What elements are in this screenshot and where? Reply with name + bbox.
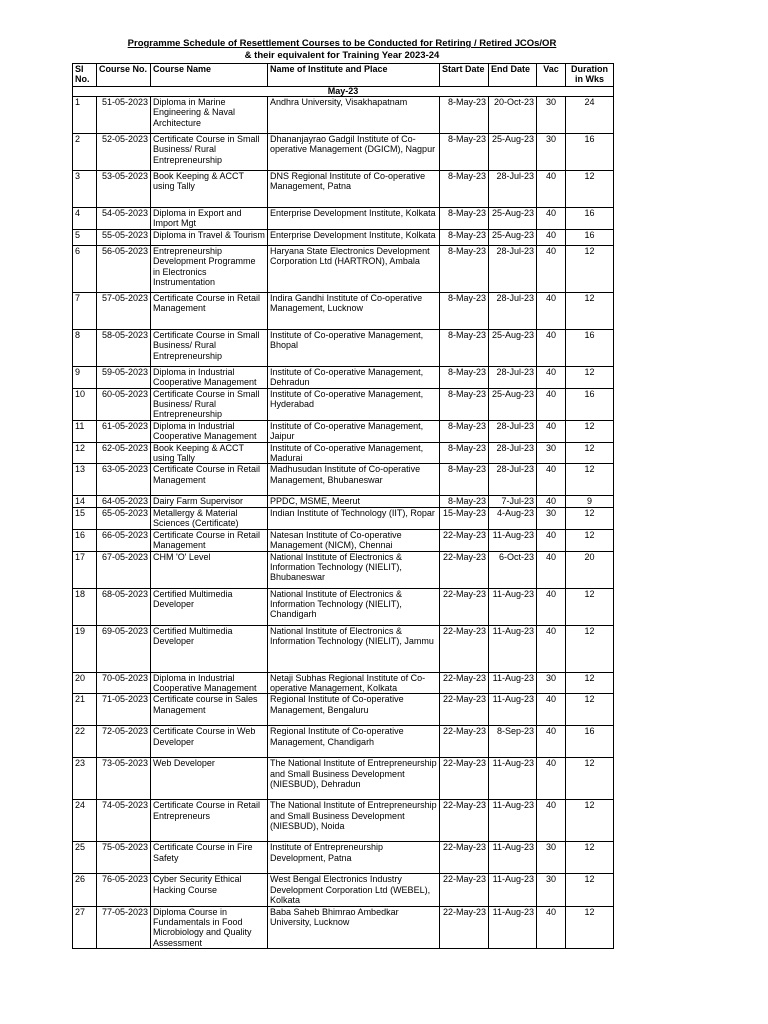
header-duration: Duration in Wks xyxy=(566,64,614,87)
table-row xyxy=(73,726,614,758)
course-no-cell: 71-05-2023 xyxy=(97,694,151,726)
duration-cell: 12 xyxy=(566,800,614,842)
vac-cell: 40 xyxy=(537,758,566,800)
course-no-cell: 53-05-2023 xyxy=(97,171,151,208)
start-date-cell: 8-May-23 xyxy=(440,420,489,442)
course-name-cell: Certificate Course in Retail Entrepreneurs xyxy=(151,800,268,842)
vac-cell: 40 xyxy=(537,366,566,388)
start-date-cell: 8-May-23 xyxy=(440,388,489,420)
institute-cell: DNS Regional Institute of Co-operative Management, Patna xyxy=(268,171,440,208)
duration-cell: 12 xyxy=(566,171,614,208)
institute-cell: Baba Saheb Bhimrao Ambedkar University, Lucknow xyxy=(268,906,440,949)
institute-cell: The National Institute of Entrepreneurship and Small Business Development (NIESBUD), Noida xyxy=(268,800,440,842)
sl-cell: 6 xyxy=(73,245,97,292)
end-date-cell: 11-Aug-23 xyxy=(489,694,537,726)
start-date-cell: 22-May-23 xyxy=(440,906,489,949)
end-date-cell: 4-Aug-23 xyxy=(489,507,537,529)
duration-cell: 12 xyxy=(566,672,614,694)
title-line-1: Programme Schedule of Resettlement Courses to be Conducted for Retiring / Retired JCOs/OR xyxy=(127,38,557,49)
course-name-cell: Book Keeping & ACCT using Tally xyxy=(151,442,268,464)
end-date-cell: 11-Aug-23 xyxy=(489,588,537,625)
course-no-cell: 66-05-2023 xyxy=(97,529,151,551)
table-row xyxy=(73,245,614,292)
end-date-cell: 28-Jul-23 xyxy=(489,245,537,292)
start-date-cell: 8-May-23 xyxy=(440,134,489,171)
table-row xyxy=(73,464,614,496)
table-row xyxy=(73,842,614,874)
duration-cell: 9 xyxy=(566,496,614,507)
start-date-cell: 8-May-23 xyxy=(440,366,489,388)
start-date-cell: 22-May-23 xyxy=(440,758,489,800)
start-date-cell: 22-May-23 xyxy=(440,625,489,672)
end-date-cell: 11-Aug-23 xyxy=(489,800,537,842)
end-date-cell: 11-Aug-23 xyxy=(489,906,537,949)
duration-cell: 16 xyxy=(566,134,614,171)
end-date-cell: 11-Aug-23 xyxy=(489,672,537,694)
table-row xyxy=(73,625,614,672)
institute-cell: Indira Gandhi Institute of Co-operative Management, Lucknow xyxy=(268,292,440,329)
course-no-cell: 76-05-2023 xyxy=(97,874,151,906)
vac-cell: 40 xyxy=(537,171,566,208)
institute-cell: Regional Institute of Co-operative Management, Bengaluru xyxy=(268,694,440,726)
course-no-cell: 55-05-2023 xyxy=(97,229,151,245)
course-no-cell: 70-05-2023 xyxy=(97,672,151,694)
vac-cell: 40 xyxy=(537,551,566,588)
start-date-cell: 8-May-23 xyxy=(440,97,489,134)
duration-cell: 12 xyxy=(566,842,614,874)
course-name-cell: Diploma in Industrial Cooperative Management xyxy=(151,672,268,694)
duration-cell: 16 xyxy=(566,726,614,758)
course-name-cell: Metallergy & Material Sciences (Certificate) xyxy=(151,507,268,529)
course-name-cell: Certificate course in Sales Management xyxy=(151,694,268,726)
institute-cell: Regional Institute of Co-operative Management, Chandigarh xyxy=(268,726,440,758)
end-date-cell: 11-Aug-23 xyxy=(489,529,537,551)
institute-cell: National Institute of Electronics & Information Technology (NIELIT), Jammu xyxy=(268,625,440,672)
duration-cell: 12 xyxy=(566,694,614,726)
course-no-cell: 56-05-2023 xyxy=(97,245,151,292)
vac-cell: 30 xyxy=(537,874,566,906)
institute-cell: Institute of Entrepreneurship Development, Patna xyxy=(268,842,440,874)
schedule-table xyxy=(72,63,614,949)
institute-cell: West Bengal Electronics Industry Development Corporation Ltd (WEBEL), Kolkata xyxy=(268,874,440,906)
end-date-cell: 11-Aug-23 xyxy=(489,758,537,800)
course-no-cell: 77-05-2023 xyxy=(97,906,151,949)
duration-cell: 12 xyxy=(566,366,614,388)
vac-cell: 40 xyxy=(537,229,566,245)
header-institute: Name of Institute and Place xyxy=(268,64,440,87)
end-date-cell: 11-Aug-23 xyxy=(489,842,537,874)
sl-cell: 11 xyxy=(73,420,97,442)
institute-cell: Institute of Co-operative Management, Jaipur xyxy=(268,420,440,442)
institute-cell: Institute of Co-operative Management, Dehradun xyxy=(268,366,440,388)
institute-cell: Netaji Subhas Regional Institute of Co-operative Management, Kolkata xyxy=(268,672,440,694)
course-name-cell: Web Developer xyxy=(151,758,268,800)
end-date-cell: 8-Sep-23 xyxy=(489,726,537,758)
vac-cell: 40 xyxy=(537,906,566,949)
institute-cell: Indian Institute of Technology (IIT), Ropar xyxy=(268,507,440,529)
course-no-cell: 64-05-2023 xyxy=(97,496,151,507)
vac-cell: 40 xyxy=(537,388,566,420)
sl-cell: 9 xyxy=(73,366,97,388)
end-date-cell: 25-Aug-23 xyxy=(489,388,537,420)
duration-cell: 16 xyxy=(566,329,614,366)
course-no-cell: 72-05-2023 xyxy=(97,726,151,758)
duration-cell: 12 xyxy=(566,758,614,800)
vac-cell: 30 xyxy=(537,507,566,529)
course-name-cell: Certificate Course in Small Business/ Rural Entrepreneurship xyxy=(151,134,268,171)
course-no-cell: 54-05-2023 xyxy=(97,208,151,230)
sl-cell: 12 xyxy=(73,442,97,464)
duration-cell: 20 xyxy=(566,551,614,588)
institute-cell: Andhra University, Visakhapatnam xyxy=(268,97,440,134)
course-no-cell: 74-05-2023 xyxy=(97,800,151,842)
start-date-cell: 22-May-23 xyxy=(440,529,489,551)
course-no-cell: 68-05-2023 xyxy=(97,588,151,625)
course-name-cell: Diploma in Marine Engineering & Naval Architecture xyxy=(151,97,268,134)
start-date-cell: 22-May-23 xyxy=(440,726,489,758)
header-row xyxy=(73,64,614,87)
course-no-cell: 60-05-2023 xyxy=(97,388,151,420)
table-row xyxy=(73,874,614,906)
table-row xyxy=(73,208,614,230)
table-row xyxy=(73,906,614,949)
end-date-cell: 6-Oct-23 xyxy=(489,551,537,588)
duration-cell: 12 xyxy=(566,245,614,292)
sl-cell: 27 xyxy=(73,906,97,949)
end-date-cell: 28-Jul-23 xyxy=(489,420,537,442)
sl-cell: 23 xyxy=(73,758,97,800)
start-date-cell: 8-May-23 xyxy=(440,208,489,230)
institute-cell: PPDC, MSME, Meerut xyxy=(268,496,440,507)
start-date-cell: 8-May-23 xyxy=(440,496,489,507)
duration-cell: 12 xyxy=(566,874,614,906)
sl-cell: 4 xyxy=(73,208,97,230)
sl-cell: 22 xyxy=(73,726,97,758)
duration-cell: 16 xyxy=(566,208,614,230)
duration-cell: 24 xyxy=(566,97,614,134)
vac-cell: 40 xyxy=(537,496,566,507)
start-date-cell: 8-May-23 xyxy=(440,229,489,245)
sl-cell: 26 xyxy=(73,874,97,906)
end-date-cell: 28-Jul-23 xyxy=(489,366,537,388)
duration-cell: 12 xyxy=(566,292,614,329)
end-date-cell: 7-Jul-23 xyxy=(489,496,537,507)
institute-cell: Enterprise Development Institute, Kolkata xyxy=(268,208,440,230)
sl-cell: 7 xyxy=(73,292,97,329)
duration-cell: 16 xyxy=(566,229,614,245)
course-name-cell: Diploma in Industrial Cooperative Management xyxy=(151,366,268,388)
header-course-no: Course No. xyxy=(97,64,151,87)
course-name-cell: Entrepreneurship Development Programme in Electronics Instrumentation xyxy=(151,245,268,292)
sl-cell: 20 xyxy=(73,672,97,694)
course-name-cell: Certificate Course in Retail Management xyxy=(151,292,268,329)
start-date-cell: 22-May-23 xyxy=(440,842,489,874)
sl-cell: 1 xyxy=(73,97,97,134)
course-name-cell: Certificate Course in Retail Management xyxy=(151,464,268,496)
table-row xyxy=(73,529,614,551)
duration-cell: 12 xyxy=(566,529,614,551)
start-date-cell: 15-May-23 xyxy=(440,507,489,529)
sl-cell: 17 xyxy=(73,551,97,588)
course-no-cell: 51-05-2023 xyxy=(97,97,151,134)
vac-cell: 30 xyxy=(537,842,566,874)
vac-cell: 40 xyxy=(537,625,566,672)
sl-cell: 16 xyxy=(73,529,97,551)
end-date-cell: 28-Jul-23 xyxy=(489,442,537,464)
table-row xyxy=(73,588,614,625)
table-row xyxy=(73,134,614,171)
course-name-cell: Diploma in Export and Import Mgt xyxy=(151,208,268,230)
course-name-cell: Book Keeping & ACCT using Tally xyxy=(151,171,268,208)
course-no-cell: 69-05-2023 xyxy=(97,625,151,672)
table-row xyxy=(73,672,614,694)
start-date-cell: 22-May-23 xyxy=(440,588,489,625)
start-date-cell: 22-May-23 xyxy=(440,800,489,842)
header-vac: Vac xyxy=(537,64,566,87)
duration-cell: 12 xyxy=(566,588,614,625)
institute-cell: Institute of Co-operative Management, Bhopal xyxy=(268,329,440,366)
course-no-cell: 61-05-2023 xyxy=(97,420,151,442)
end-date-cell: 25-Aug-23 xyxy=(489,134,537,171)
institute-cell: Enterprise Development Institute, Kolkata xyxy=(268,229,440,245)
start-date-cell: 8-May-23 xyxy=(440,464,489,496)
end-date-cell: 25-Aug-23 xyxy=(489,208,537,230)
sl-cell: 10 xyxy=(73,388,97,420)
table-row xyxy=(73,97,614,134)
institute-cell: Natesan Institute of Co-operative Management (NICM), Chennai xyxy=(268,529,440,551)
course-no-cell: 59-05-2023 xyxy=(97,366,151,388)
vac-cell: 40 xyxy=(537,726,566,758)
header-sl: SI No. xyxy=(73,64,97,87)
duration-cell: 12 xyxy=(566,420,614,442)
course-name-cell: Certificate Course in Web Developer xyxy=(151,726,268,758)
vac-cell: 40 xyxy=(537,245,566,292)
course-name-cell: Diploma Course in Fundamentals in Food Microbiology and Quality Assessment xyxy=(151,906,268,949)
course-no-cell: 67-05-2023 xyxy=(97,551,151,588)
end-date-cell: 25-Aug-23 xyxy=(489,229,537,245)
end-date-cell: 25-Aug-23 xyxy=(489,329,537,366)
vac-cell: 40 xyxy=(537,529,566,551)
sl-cell: 18 xyxy=(73,588,97,625)
course-name-cell: Diploma in Travel & Tourism xyxy=(151,229,268,245)
end-date-cell: 20-Oct-23 xyxy=(489,97,537,134)
header-start-date: Start Date xyxy=(440,64,489,87)
course-no-cell: 75-05-2023 xyxy=(97,842,151,874)
course-no-cell: 65-05-2023 xyxy=(97,507,151,529)
start-date-cell: 22-May-23 xyxy=(440,551,489,588)
course-name-cell: Certificate Course in Retail Management xyxy=(151,529,268,551)
sl-cell: 21 xyxy=(73,694,97,726)
start-date-cell: 22-May-23 xyxy=(440,672,489,694)
course-name-cell: Certificate Course in Small Business/ Rural Entrepreneurship xyxy=(151,388,268,420)
vac-cell: 40 xyxy=(537,292,566,329)
table-row xyxy=(73,229,614,245)
sl-cell: 19 xyxy=(73,625,97,672)
end-date-cell: 11-Aug-23 xyxy=(489,874,537,906)
course-no-cell: 62-05-2023 xyxy=(97,442,151,464)
header-end-date: End Date xyxy=(489,64,537,87)
sl-cell: 13 xyxy=(73,464,97,496)
institute-cell: National Institute of Electronics & Information Technology (NIELIT), Bhubaneswar xyxy=(268,551,440,588)
start-date-cell: 8-May-23 xyxy=(440,442,489,464)
sl-cell: 14 xyxy=(73,496,97,507)
vac-cell: 40 xyxy=(537,329,566,366)
course-name-cell: Cyber Security Ethical Hacking Course xyxy=(151,874,268,906)
start-date-cell: 8-May-23 xyxy=(440,329,489,366)
table-row xyxy=(73,551,614,588)
sl-cell: 3 xyxy=(73,171,97,208)
vac-cell: 30 xyxy=(537,442,566,464)
sl-cell: 24 xyxy=(73,800,97,842)
duration-cell: 12 xyxy=(566,507,614,529)
vac-cell: 40 xyxy=(537,208,566,230)
duration-cell: 12 xyxy=(566,442,614,464)
sl-cell: 8 xyxy=(73,329,97,366)
course-no-cell: 73-05-2023 xyxy=(97,758,151,800)
end-date-cell: 28-Jul-23 xyxy=(489,292,537,329)
month-label: May-23 xyxy=(73,87,614,97)
course-no-cell: 63-05-2023 xyxy=(97,464,151,496)
table-row xyxy=(73,694,614,726)
table-row xyxy=(73,442,614,464)
institute-cell: Institute of Co-operative Management, Madurai xyxy=(268,442,440,464)
course-name-cell: Dairy Farm Supervisor xyxy=(151,496,268,507)
vac-cell: 40 xyxy=(537,694,566,726)
institute-cell: Dhananjayrao Gadgil Institute of Co-operative Management (DGICM), Nagpur xyxy=(268,134,440,171)
table-row xyxy=(73,496,614,507)
vac-cell: 40 xyxy=(537,420,566,442)
vac-cell: 40 xyxy=(537,588,566,625)
end-date-cell: 28-Jul-23 xyxy=(489,464,537,496)
institute-cell: The National Institute of Entrepreneurship and Small Business Development (NIESBUD), Dehradun xyxy=(268,758,440,800)
document-title xyxy=(72,38,612,61)
course-name-cell: CHM 'O' Level xyxy=(151,551,268,588)
vac-cell: 30 xyxy=(537,97,566,134)
title-line-2: & their equivalent for Training Year 2023-24 xyxy=(244,49,440,61)
start-date-cell: 22-May-23 xyxy=(440,874,489,906)
month-row xyxy=(73,87,614,97)
table-row xyxy=(73,171,614,208)
table-row xyxy=(73,329,614,366)
table-row xyxy=(73,758,614,800)
end-date-cell: 11-Aug-23 xyxy=(489,625,537,672)
sl-cell: 5 xyxy=(73,229,97,245)
table-row xyxy=(73,420,614,442)
sl-cell: 25 xyxy=(73,842,97,874)
end-date-cell: 28-Jul-23 xyxy=(489,171,537,208)
vac-cell: 40 xyxy=(537,800,566,842)
start-date-cell: 8-May-23 xyxy=(440,292,489,329)
institute-cell: National Institute of Electronics & Information Technology (NIELIT), Chandigarh xyxy=(268,588,440,625)
course-name-cell: Certified Multimedia Developer xyxy=(151,625,268,672)
sl-cell: 15 xyxy=(73,507,97,529)
vac-cell: 40 xyxy=(537,464,566,496)
table-row xyxy=(73,388,614,420)
table-row xyxy=(73,507,614,529)
vac-cell: 30 xyxy=(537,134,566,171)
course-name-cell: Certificate Course in Fire Safety xyxy=(151,842,268,874)
course-no-cell: 58-05-2023 xyxy=(97,329,151,366)
institute-cell: Madhusudan Institute of Co-operative Management, Bhubaneswar xyxy=(268,464,440,496)
table-row xyxy=(73,366,614,388)
table-row xyxy=(73,292,614,329)
course-no-cell: 57-05-2023 xyxy=(97,292,151,329)
course-name-cell: Certified Multimedia Developer xyxy=(151,588,268,625)
course-name-cell: Certificate Course in Small Business/ Rural Entrepreneurship xyxy=(151,329,268,366)
sl-cell: 2 xyxy=(73,134,97,171)
table-row xyxy=(73,800,614,842)
start-date-cell: 8-May-23 xyxy=(440,171,489,208)
institute-cell: Haryana State Electronics Development Corporation Ltd (HARTRON), Ambala xyxy=(268,245,440,292)
duration-cell: 12 xyxy=(566,464,614,496)
institute-cell: Institute of Co-operative Management, Hyderabad xyxy=(268,388,440,420)
start-date-cell: 8-May-23 xyxy=(440,245,489,292)
course-no-cell: 52-05-2023 xyxy=(97,134,151,171)
header-course-name: Course Name xyxy=(151,64,268,87)
start-date-cell: 22-May-23 xyxy=(440,694,489,726)
duration-cell: 12 xyxy=(566,625,614,672)
duration-cell: 16 xyxy=(566,388,614,420)
course-name-cell: Diploma in Industrial Cooperative Management xyxy=(151,420,268,442)
duration-cell: 12 xyxy=(566,906,614,949)
vac-cell: 30 xyxy=(537,672,566,694)
